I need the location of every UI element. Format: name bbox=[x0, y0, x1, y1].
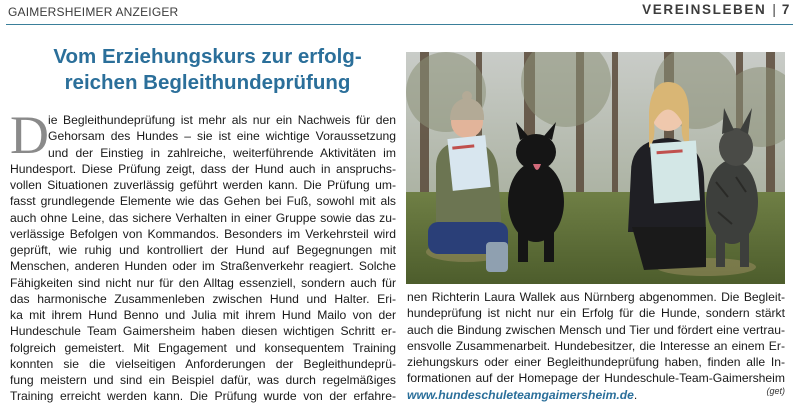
section-name: VEREINSLEBEN bbox=[642, 2, 767, 17]
body-line: ziehungskurs oder einer Begleithundeprüfung haben, finden alle In- bbox=[407, 355, 785, 369]
photo-two-women-with-dogs bbox=[406, 52, 785, 284]
body-line: geprüft, wie ruhig und kontrolliert der Hund auf Begegnungen mit bbox=[10, 243, 396, 257]
homepage-line bbox=[407, 387, 785, 403]
certificate-right bbox=[650, 140, 700, 203]
publication-name: GAIMERSHEIMER ANZEIGER bbox=[8, 5, 179, 19]
body-line: Hundesport. Diese Prüfung zeigt, dass der Hund auch in anspruchs- bbox=[10, 161, 396, 176]
article-body-left bbox=[10, 112, 396, 405]
homepage-link[interactable]: www.hundeschuleteamgaimersheim.de bbox=[407, 387, 634, 402]
body-line: Fähigkeiten sind nicht nur für den Alltag essenziell, sondern auch für bbox=[10, 275, 396, 290]
body-line: fasst grundlegende Elemente wie das Gehen bei Fuß, sowohl mit als bbox=[10, 194, 396, 209]
article-headline bbox=[10, 44, 405, 96]
article-body-right bbox=[407, 289, 785, 403]
page-header bbox=[0, 0, 799, 24]
author-credit: (get) bbox=[766, 386, 785, 396]
section-heading bbox=[642, 2, 791, 17]
body-line: hundeprüfung ist nicht nur ein Erfolg für die Hunde, sondern stärkt bbox=[407, 306, 785, 321]
link-suffix: . bbox=[633, 387, 638, 402]
body-line: ensvolle Zusammenarbeit. Hundebesitzer, die Interesse an einem Er- bbox=[407, 338, 785, 353]
body-line: ka mit ihrem Hund Benno und Julia mit ihrem Hund Mailo von der bbox=[10, 308, 396, 322]
header-rule bbox=[6, 24, 793, 25]
body-line: folgreich gemeistert. Mit Engagement und konsequentem Training bbox=[10, 340, 396, 355]
body-line: verlässige Befolgen von Kommandos. Besonders im Verkehrsteil wird bbox=[10, 226, 396, 241]
body-line: Hundeschule Team Gaimersheim haben diesen wichtigen Schritt er- bbox=[10, 324, 396, 339]
body-line: formationen auf der Homepage der Hundeschule-Team-Gaimersheim bbox=[407, 371, 785, 386]
headline-line: Vom Erziehungskurs zur erfolg- bbox=[53, 45, 362, 68]
body-line: vollen Situationen zuverlässig geführt werden kann. Die Prüfung um- bbox=[10, 178, 396, 192]
body-line: auch die Bindung zwischen Mensch und Tier und fördert eine vertrau- bbox=[407, 322, 785, 337]
page-number: 7 bbox=[781, 2, 791, 17]
body-line: auch ohne Leine, das sichere Verhalten in einer Gruppe sowie das zu- bbox=[10, 210, 396, 225]
body-line: und der Einstieg in zahlreiche, weiterführende Aktivitäten im bbox=[48, 145, 396, 160]
body-line: konnten sie die vielseitigen Anforderungen der Begleithundeprü- bbox=[10, 356, 396, 371]
headline-line: reichen Begleithundeprüfung bbox=[64, 71, 351, 94]
body-line: Menschen, anderen Hunden oder im Straßenverkehr reagiert. Solche bbox=[10, 259, 396, 274]
header-separator: | bbox=[772, 2, 776, 17]
body-line: ie Begleithundeprüfung ist mehr als nur ein Nachweis für den bbox=[48, 113, 396, 127]
body-line: Gehorsam des Hundes – sie ist eine wichtige Voraussetzung bbox=[48, 129, 396, 144]
body-line: fung meistern und sind ein Beispiel dafür, was durch regelmäßiges bbox=[10, 373, 396, 387]
body-line: das harmonische Zusammenleben zwischen Hund und Halter. Eri- bbox=[10, 291, 396, 306]
certificate-left bbox=[447, 135, 490, 191]
body-line: nen Richterin Laura Wallek aus Nürnberg abgenommen. Die Begleit- bbox=[407, 290, 785, 304]
drop-cap: D bbox=[10, 105, 49, 165]
body-line: Training erreicht werden kann. Die Prüfung wurde von der erfahre- bbox=[10, 389, 396, 404]
article-photo bbox=[406, 52, 785, 284]
